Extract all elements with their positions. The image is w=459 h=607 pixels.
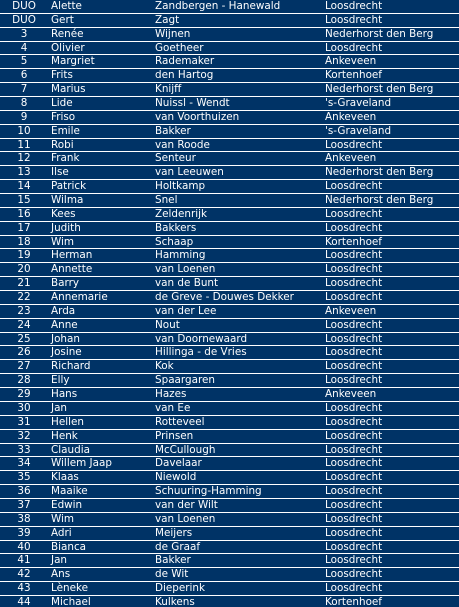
participant-number-cell: 12 — [0, 152, 48, 165]
place-cell: Loosdrecht — [323, 42, 459, 55]
last-name-cell: Davelaar — [152, 457, 323, 470]
first-name-cell: Johan — [48, 333, 152, 346]
place-cell: 's-Graveland — [323, 125, 459, 138]
table-row — [0, 374, 459, 387]
table-row — [0, 513, 459, 526]
first-name-cell: Marius — [48, 83, 152, 96]
table-row — [0, 582, 459, 595]
place-cell: 's-Graveland — [323, 97, 459, 110]
participant-number-cell: 19 — [0, 249, 48, 262]
participant-number-cell: 37 — [0, 499, 48, 512]
table-row — [0, 83, 459, 96]
place-cell: Ankeveen — [323, 305, 459, 318]
first-name-cell: Margriet — [48, 55, 152, 68]
last-name-cell: Spaargaren — [152, 374, 323, 387]
first-name-cell: Ans — [48, 568, 152, 581]
place-cell: Loosdrecht — [323, 499, 459, 512]
last-name-cell: Schuuring-Hamming — [152, 485, 323, 498]
participant-number-cell: 18 — [0, 236, 48, 249]
participant-number-cell: 5 — [0, 55, 48, 68]
place-cell: Loosdrecht — [323, 582, 459, 595]
place-cell: Loosdrecht — [323, 513, 459, 526]
place-cell: Kortenhoef — [323, 69, 459, 82]
participant-number-cell: 42 — [0, 568, 48, 581]
last-name-cell: Hamming — [152, 249, 323, 262]
first-name-cell: Edwin — [48, 499, 152, 512]
last-name-cell: den Hartog — [152, 69, 323, 82]
last-name-cell: de Wit — [152, 568, 323, 581]
place-cell: Loosdrecht — [323, 416, 459, 429]
place-cell: Loosdrecht — [323, 374, 459, 387]
last-name-cell: McCullough — [152, 444, 323, 457]
first-name-cell: Wilma — [48, 194, 152, 207]
first-name-cell: Michael — [48, 596, 152, 607]
first-name-cell: Ilse — [48, 166, 152, 179]
table-row — [0, 319, 459, 332]
table-row — [0, 194, 459, 207]
table-row — [0, 222, 459, 235]
place-cell: Kortenhoef — [323, 236, 459, 249]
participant-number-cell: 22 — [0, 291, 48, 304]
participant-number-cell: 23 — [0, 305, 48, 318]
first-name-cell: Hans — [48, 388, 152, 401]
table-row — [0, 166, 459, 179]
first-name-cell: Willem Jaap — [48, 457, 152, 470]
first-name-cell: Judith — [48, 222, 152, 235]
first-name-cell: Patrick — [48, 180, 152, 193]
place-cell: Loosdrecht — [323, 457, 459, 470]
first-name-cell: Hellen — [48, 416, 152, 429]
last-name-cell: Wijnen — [152, 28, 323, 41]
place-cell: Loosdrecht — [323, 471, 459, 484]
first-name-cell: Annemarie — [48, 291, 152, 304]
first-name-cell: Richard — [48, 360, 152, 373]
last-name-cell: van Loenen — [152, 513, 323, 526]
table-row — [0, 346, 459, 359]
participant-number-cell: 28 — [0, 374, 48, 387]
table-row — [0, 499, 459, 512]
table-row — [0, 28, 459, 41]
last-name-cell: van de Bunt — [152, 277, 323, 290]
place-cell: Loosdrecht — [323, 14, 459, 27]
participant-number-cell: 17 — [0, 222, 48, 235]
table-row — [0, 277, 459, 290]
table-row — [0, 249, 459, 262]
place-cell: Nederhorst den Berg — [323, 194, 459, 207]
participant-number-cell: 20 — [0, 263, 48, 276]
participant-number-cell: 32 — [0, 430, 48, 443]
first-name-cell: Jan — [48, 554, 152, 567]
place-cell: Loosdrecht — [323, 139, 459, 152]
participant-number-cell: 43 — [0, 582, 48, 595]
last-name-cell: van Doornewaard — [152, 333, 323, 346]
place-cell: Loosdrecht — [323, 485, 459, 498]
first-name-cell: Maaike — [48, 485, 152, 498]
last-name-cell: Bakker — [152, 554, 323, 567]
table-row — [0, 416, 459, 429]
first-name-cell: Lide — [48, 97, 152, 110]
place-cell: Loosdrecht — [323, 444, 459, 457]
table-row — [0, 333, 459, 346]
place-cell: Loosdrecht — [323, 402, 459, 415]
first-name-cell: Alette — [48, 0, 152, 13]
participant-number-cell: 41 — [0, 554, 48, 567]
first-name-cell: Frank — [48, 152, 152, 165]
table-row — [0, 97, 459, 110]
place-cell: Loosdrecht — [323, 527, 459, 540]
participant-number-cell: 8 — [0, 97, 48, 110]
first-name-cell: Renée — [48, 28, 152, 41]
last-name-cell: de Graaf — [152, 541, 323, 554]
table-row — [0, 305, 459, 318]
last-name-cell: Snel — [152, 194, 323, 207]
table-row — [0, 69, 459, 82]
last-name-cell: Senteur — [152, 152, 323, 165]
table-row — [0, 208, 459, 221]
place-cell: Loosdrecht — [323, 360, 459, 373]
participant-number-cell: 30 — [0, 402, 48, 415]
participant-number-cell: 3 — [0, 28, 48, 41]
place-cell: Loosdrecht — [323, 222, 459, 235]
last-name-cell: de Greve - Douwes Dekker — [152, 291, 323, 304]
table-row — [0, 360, 459, 373]
table-row — [0, 55, 459, 68]
table-row — [0, 568, 459, 581]
last-name-cell: Rotteveel — [152, 416, 323, 429]
participant-number-cell: 13 — [0, 166, 48, 179]
table-row — [0, 14, 459, 27]
table-row — [0, 444, 459, 457]
table-row — [0, 471, 459, 484]
place-cell: Loosdrecht — [323, 430, 459, 443]
table-row — [0, 541, 459, 554]
place-cell: Loosdrecht — [323, 208, 459, 221]
place-cell: Loosdrecht — [323, 249, 459, 262]
participant-number-cell: 36 — [0, 485, 48, 498]
table-row — [0, 125, 459, 138]
last-name-cell: Nout — [152, 319, 323, 332]
participant-number-cell: 44 — [0, 596, 48, 607]
last-name-cell: van der Lee — [152, 305, 323, 318]
first-name-cell: Herman — [48, 249, 152, 262]
table-row — [0, 0, 459, 13]
table-row — [0, 180, 459, 193]
place-cell: Loosdrecht — [323, 291, 459, 304]
first-name-cell: Olivier — [48, 42, 152, 55]
last-name-cell: van Leeuwen — [152, 166, 323, 179]
first-name-cell: Emile — [48, 125, 152, 138]
last-name-cell: Zagt — [152, 14, 323, 27]
participant-number-cell: 7 — [0, 83, 48, 96]
place-cell: Ankeveen — [323, 111, 459, 124]
place-cell: Loosdrecht — [323, 541, 459, 554]
first-name-cell: Wim — [48, 513, 152, 526]
table-row — [0, 402, 459, 415]
participant-number-cell: 34 — [0, 457, 48, 470]
first-name-cell: Friso — [48, 111, 152, 124]
participant-number-cell: 27 — [0, 360, 48, 373]
table-row — [0, 139, 459, 152]
participant-number-cell: 25 — [0, 333, 48, 346]
first-name-cell: Frits — [48, 69, 152, 82]
last-name-cell: Bakker — [152, 125, 323, 138]
participant-number-cell: 16 — [0, 208, 48, 221]
last-name-cell: van Ee — [152, 402, 323, 415]
table-row — [0, 388, 459, 401]
place-cell: Nederhorst den Berg — [323, 83, 459, 96]
table-row — [0, 596, 459, 607]
participant-number-cell: 11 — [0, 139, 48, 152]
table-row — [0, 236, 459, 249]
first-name-cell: Gert — [48, 14, 152, 27]
place-cell: Loosdrecht — [323, 346, 459, 359]
last-name-cell: Schaap — [152, 236, 323, 249]
first-name-cell: Claudia — [48, 444, 152, 457]
last-name-cell: Hillinga - de Vries — [152, 346, 323, 359]
participant-number-cell: 38 — [0, 513, 48, 526]
place-cell: Loosdrecht — [323, 333, 459, 346]
participant-number-cell: 21 — [0, 277, 48, 290]
participant-number-cell: 40 — [0, 541, 48, 554]
last-name-cell: van der Wilt — [152, 499, 323, 512]
table-row — [0, 485, 459, 498]
place-cell: Loosdrecht — [323, 554, 459, 567]
last-name-cell: Dieperink — [152, 582, 323, 595]
place-cell: Loosdrecht — [323, 0, 459, 13]
table-row — [0, 554, 459, 567]
first-name-cell: Adri — [48, 527, 152, 540]
last-name-cell: Niewold — [152, 471, 323, 484]
participant-number-cell: 26 — [0, 346, 48, 359]
participant-number-cell: 6 — [0, 69, 48, 82]
first-name-cell: Arda — [48, 305, 152, 318]
place-cell: Loosdrecht — [323, 319, 459, 332]
first-name-cell: Anne — [48, 319, 152, 332]
table-row — [0, 527, 459, 540]
participant-number-cell: 39 — [0, 527, 48, 540]
last-name-cell: Zandbergen - Hanewald — [152, 0, 323, 13]
participant-number-cell: DUO — [0, 0, 48, 13]
table-row — [0, 430, 459, 443]
place-cell: Kortenhoef — [323, 596, 459, 607]
last-name-cell: Holtkamp — [152, 180, 323, 193]
last-name-cell: Rademaker — [152, 55, 323, 68]
first-name-cell: Jan — [48, 402, 152, 415]
last-name-cell: Kulkens — [152, 596, 323, 607]
last-name-cell: Nuissl - Wendt — [152, 97, 323, 110]
place-cell: Nederhorst den Berg — [323, 28, 459, 41]
place-cell: Loosdrecht — [323, 180, 459, 193]
table-row — [0, 291, 459, 304]
participant-number-cell: 24 — [0, 319, 48, 332]
first-name-cell: Annette — [48, 263, 152, 276]
last-name-cell: van Voorthuizen — [152, 111, 323, 124]
last-name-cell: Knijff — [152, 83, 323, 96]
participant-number-cell: 10 — [0, 125, 48, 138]
participant-number-cell: 29 — [0, 388, 48, 401]
last-name-cell: Bakkers — [152, 222, 323, 235]
first-name-cell: Lèneke — [48, 582, 152, 595]
table-row — [0, 457, 459, 470]
participant-number-cell: 14 — [0, 180, 48, 193]
place-cell: Ankeveen — [323, 152, 459, 165]
last-name-cell: Prinsen — [152, 430, 323, 443]
last-name-cell: Hazes — [152, 388, 323, 401]
last-name-cell: van Roode — [152, 139, 323, 152]
first-name-cell: Klaas — [48, 471, 152, 484]
last-name-cell: Goetheer — [152, 42, 323, 55]
table-row — [0, 152, 459, 165]
place-cell: Loosdrecht — [323, 263, 459, 276]
table-row — [0, 111, 459, 124]
first-name-cell: Elly — [48, 374, 152, 387]
last-name-cell: Kok — [152, 360, 323, 373]
participant-number-cell: 31 — [0, 416, 48, 429]
place-cell: Loosdrecht — [323, 277, 459, 290]
place-cell: Ankeveen — [323, 388, 459, 401]
table-row — [0, 42, 459, 55]
first-name-cell: Kees — [48, 208, 152, 221]
participant-number-cell: 9 — [0, 111, 48, 124]
place-cell: Loosdrecht — [323, 568, 459, 581]
place-cell: Nederhorst den Berg — [323, 166, 459, 179]
table-row — [0, 263, 459, 276]
place-cell: Ankeveen — [323, 55, 459, 68]
first-name-cell: Robi — [48, 139, 152, 152]
participant-number-cell: 15 — [0, 194, 48, 207]
last-name-cell: Meijers — [152, 527, 323, 540]
last-name-cell: Zeldenrijk — [152, 208, 323, 221]
first-name-cell: Bianca — [48, 541, 152, 554]
first-name-cell: Henk — [48, 430, 152, 443]
participant-number-cell: 33 — [0, 444, 48, 457]
first-name-cell: Barry — [48, 277, 152, 290]
first-name-cell: Josine — [48, 346, 152, 359]
last-name-cell: van Loenen — [152, 263, 323, 276]
participant-number-cell: 4 — [0, 42, 48, 55]
participant-number-cell: DUO — [0, 14, 48, 27]
first-name-cell: Wim — [48, 236, 152, 249]
participant-number-cell: 35 — [0, 471, 48, 484]
